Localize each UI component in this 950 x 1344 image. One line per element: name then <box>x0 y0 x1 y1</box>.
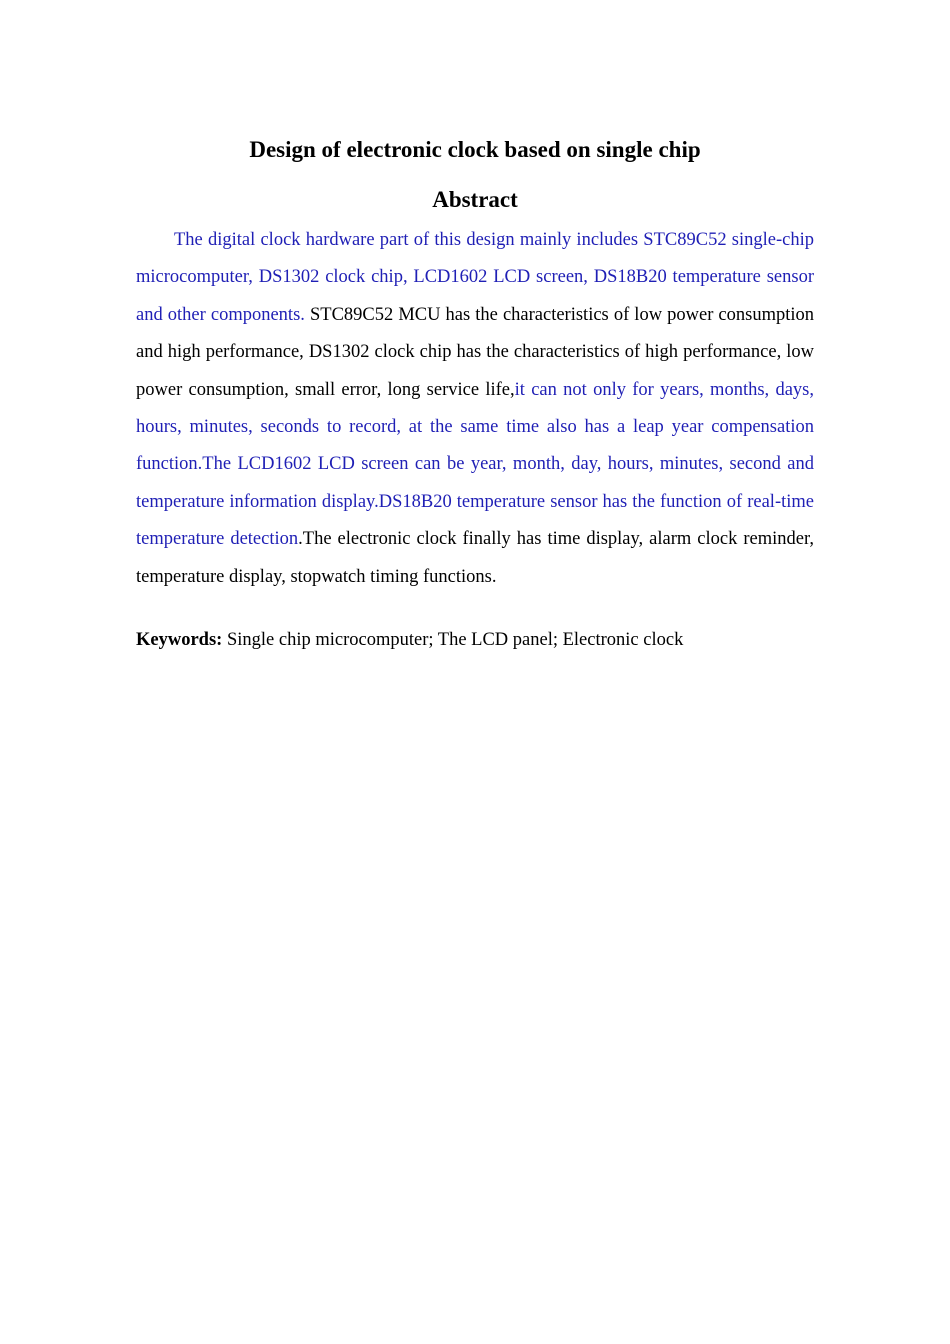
abstract-segment-plain: .The electronic clock finally has time display, alarm clock reminder, temperature display, stopwatch timing functions. <box>136 529 815 587</box>
abstract-heading: Abstract <box>432 187 518 212</box>
abstract-paragraph <box>136 222 814 596</box>
keywords-text: Single chip microcomputer; The LCD panel; Electronic clock <box>222 630 684 650</box>
abstract-segment-highlighted: it can not only for years, months, days, hours, minutes, seconds to record, at the same time also has a leap year compensation function.The LCD1602 LCD screen can be year, month, day, hours, minutes, second and temperature information display.DS18B20 temperature sensor has the function of real-time temperature detection <box>136 379 814 550</box>
keywords-label: Keywords: <box>136 630 223 650</box>
document-title: Design of electronic clock based on single chip <box>249 137 701 162</box>
abstract-segment-plain: STC89C52 MCU has the characteristics of low power consumption and high performance, DS1302 clock chip has the characteristics of high performance, low power consumption, small error, long service life, <box>136 304 815 400</box>
keywords-line <box>136 626 814 654</box>
abstract-segment-highlighted: The digital clock hardware part of this design mainly includes STC89C52 single-chip microcomputer, DS1302 clock chip, LCD1602 LCD screen, DS18B20 temperature sensor and other components. <box>136 230 814 325</box>
